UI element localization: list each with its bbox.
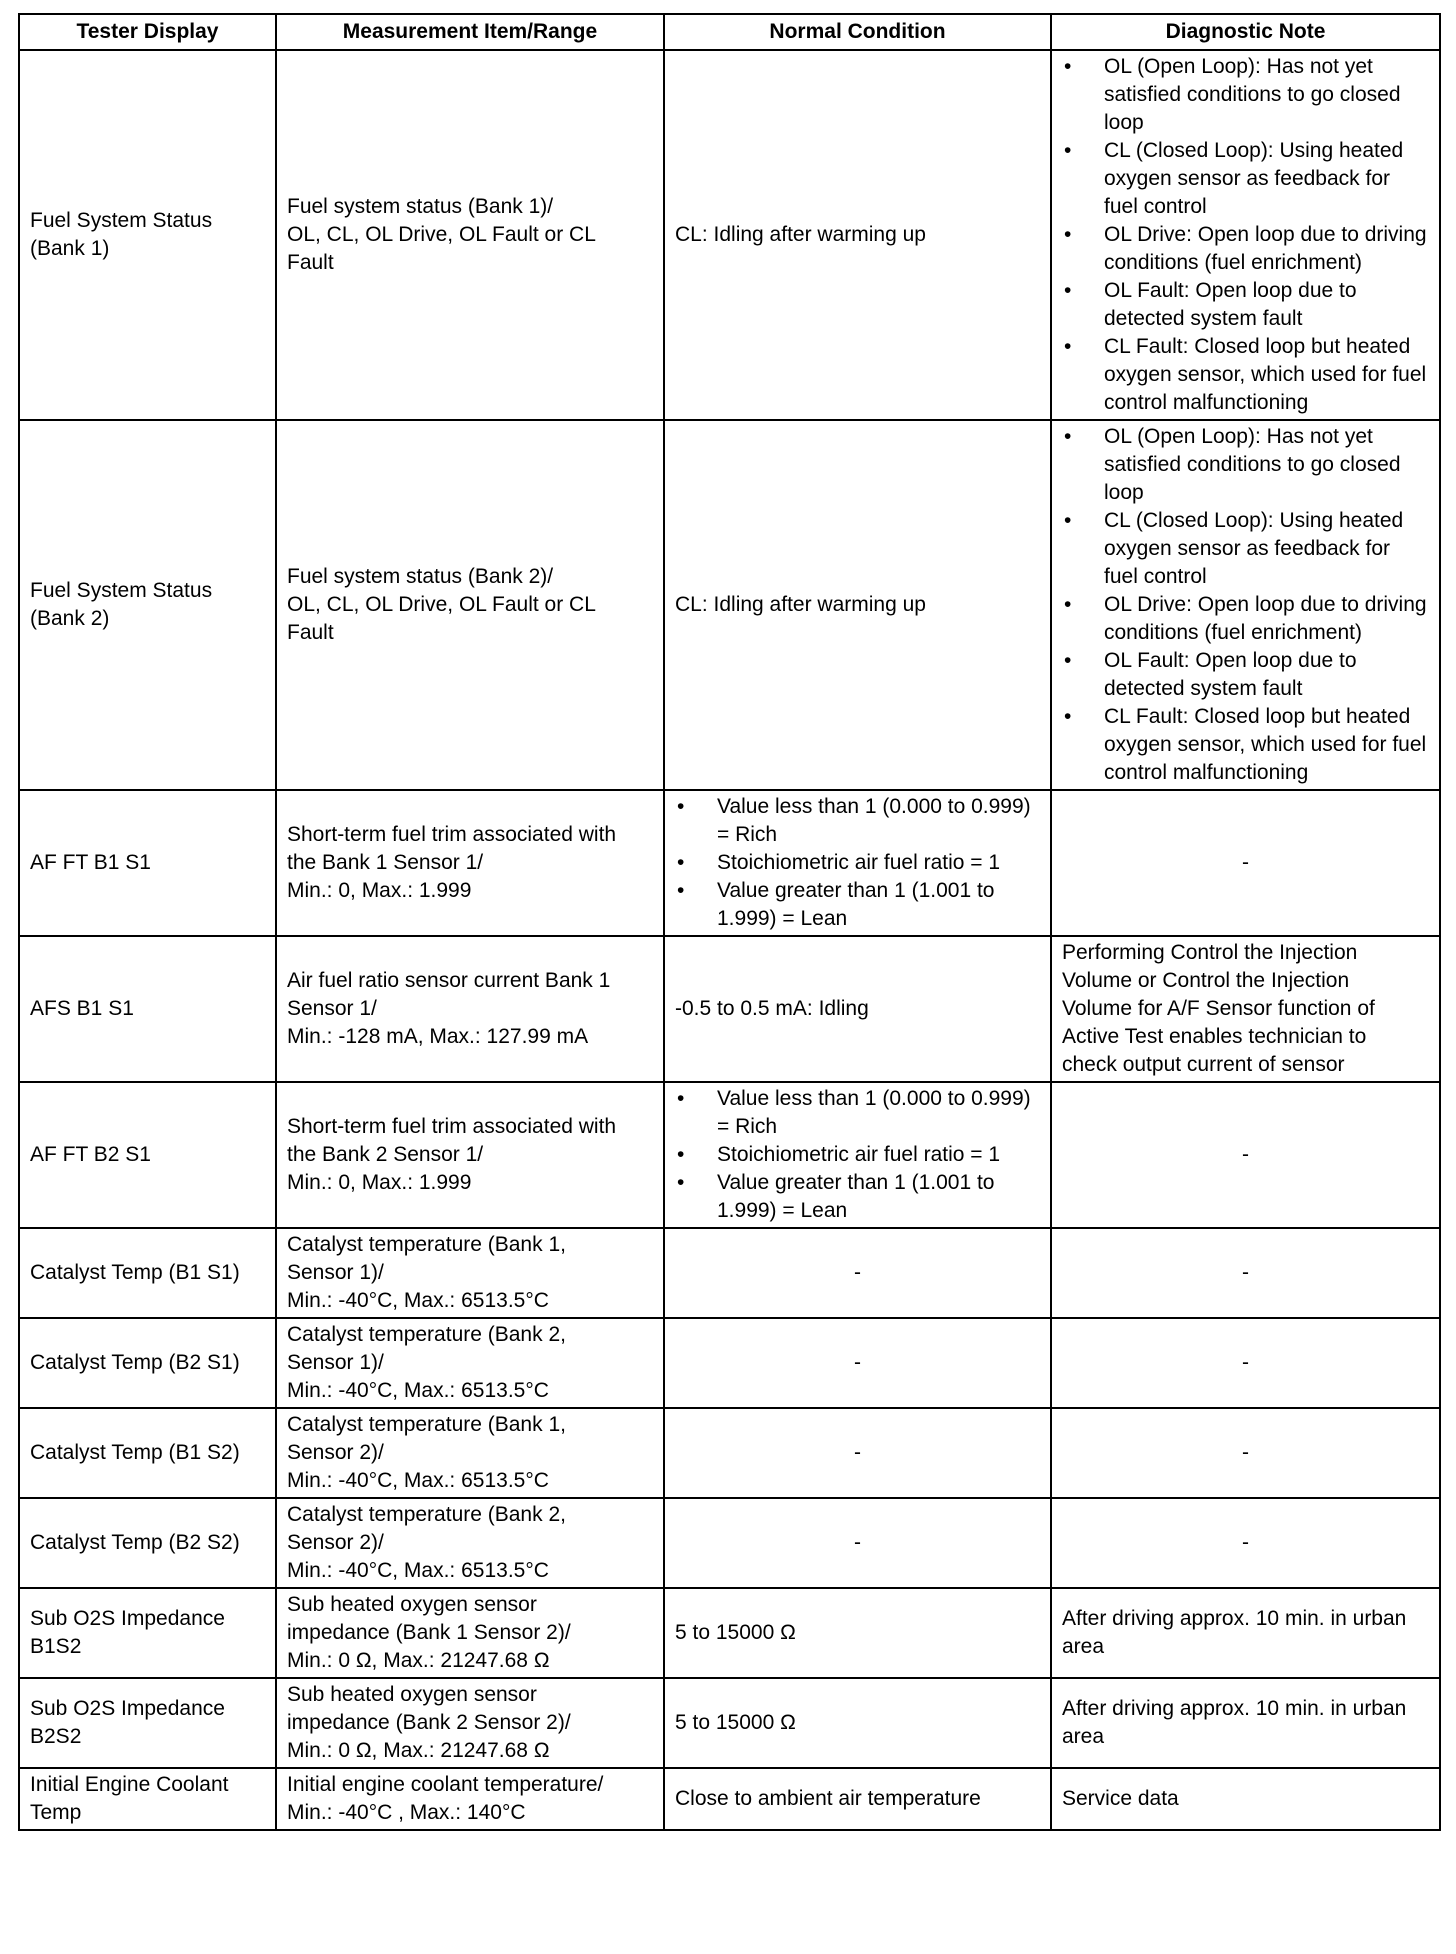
cell-normal-condition: CL: Idling after warming up <box>664 50 1051 420</box>
bullet-icon: • <box>1064 593 1072 616</box>
cell-measurement-item-line: OL, CL, OL Drive, OL Fault or CL <box>287 223 596 246</box>
header-normal-condition: Normal Condition <box>664 14 1051 50</box>
table-row <box>19 420 1440 790</box>
cell-tester-display <box>19 1588 276 1678</box>
bullet-icon: • <box>1064 705 1072 728</box>
cell-diagnostic-note-line: area <box>1062 1725 1105 1748</box>
list-item <box>675 877 1040 933</box>
cell-normal-condition: - <box>664 1318 1051 1408</box>
cell-diagnostic-note: - <box>1051 1228 1440 1318</box>
cell-tester-display-line: AF FT B2 S1 <box>30 1143 151 1166</box>
bullet-icon: • <box>1064 55 1072 78</box>
list-item-text: CL (Closed Loop): Using heated oxygen sensor as feedback for fuel control <box>1104 509 1404 588</box>
cell-tester-display-line: Sub O2S Impedance <box>30 1607 225 1630</box>
list-item-text: Stoichiometric air fuel ratio = 1 <box>717 851 1001 874</box>
cell-measurement-item-line: Catalyst temperature (Bank 2, <box>287 1503 566 1526</box>
list-item <box>1062 507 1429 591</box>
cell-measurement-item-line: Sensor 1)/ <box>287 1351 384 1374</box>
cell-diagnostic-note-line: Performing Control the Injection <box>1062 941 1358 964</box>
cell-measurement-item-line: Min.: -40°C, Max.: 6513.5°C <box>287 1379 549 1402</box>
cell-measurement-item-line: Air fuel ratio sensor current Bank 1 <box>287 969 611 992</box>
cell-measurement-item <box>276 50 664 420</box>
table-row <box>19 1228 1440 1318</box>
list-item-text: OL Drive: Open loop due to driving conditions (fuel enrichment) <box>1104 223 1427 274</box>
cell-measurement-item-line: the Bank 2 Sensor 1/ <box>287 1143 484 1166</box>
list-item <box>675 1141 1040 1169</box>
table-row <box>19 1498 1440 1588</box>
diagnostic-data-table <box>18 13 1441 1831</box>
cell-measurement-item-line: OL, CL, OL Drive, OL Fault or CL <box>287 593 596 616</box>
cell-tester-display <box>19 420 276 790</box>
cell-measurement-item-line: Sensor 1)/ <box>287 1261 384 1284</box>
cell-tester-display-line: Fuel System Status <box>30 209 213 232</box>
list-item-text: Value less than 1 (0.000 to 0.999) = Rich <box>717 795 1031 846</box>
cell-tester-display-line: Temp <box>30 1801 82 1824</box>
cell-tester-display-line: (Bank 2) <box>30 607 110 630</box>
cell-measurement-item-line: Catalyst temperature (Bank 1, <box>287 1233 566 1256</box>
cell-measurement-item-line: Fault <box>287 251 334 274</box>
header-tester-display: Tester Display <box>19 14 276 50</box>
list-item-text: Value greater than 1 (1.001 to 1.999) = Lean <box>717 1171 995 1222</box>
cell-diagnostic-note: - <box>1051 1082 1440 1228</box>
cell-tester-display-line: Catalyst Temp (B2 S1) <box>30 1351 240 1374</box>
cell-measurement-item-line: Min.: 0, Max.: 1.999 <box>287 1171 472 1194</box>
table-row <box>19 790 1440 936</box>
cell-tester-display <box>19 50 276 420</box>
list-item-text: Stoichiometric air fuel ratio = 1 <box>717 1143 1001 1166</box>
table-row <box>19 1588 1440 1678</box>
cell-normal-condition <box>664 1082 1051 1228</box>
list-item <box>675 849 1040 877</box>
cell-measurement-item-line: impedance (Bank 2 Sensor 2)/ <box>287 1711 571 1734</box>
cell-measurement-item-line: Sub heated oxygen sensor <box>287 1593 537 1616</box>
cell-diagnostic-note-line: Volume for A/F Sensor function of <box>1062 997 1375 1020</box>
cell-tester-display-line: AFS B1 S1 <box>30 997 134 1020</box>
list-item <box>1062 137 1429 221</box>
bullet-icon: • <box>1064 649 1072 672</box>
cell-measurement-item <box>276 1768 664 1830</box>
bullet-icon: • <box>1064 425 1072 448</box>
cell-measurement-item <box>276 1082 664 1228</box>
bullet-icon: • <box>677 851 685 874</box>
bullet-icon: • <box>1064 223 1072 246</box>
list-item-text: OL (Open Loop): Has not yet satisfied conditions to go closed loop <box>1104 425 1401 504</box>
cell-tester-display <box>19 1498 276 1588</box>
list-item-text: OL Drive: Open loop due to driving conditions (fuel enrichment) <box>1104 593 1427 644</box>
table-row <box>19 1768 1440 1830</box>
cell-measurement-item <box>276 1228 664 1318</box>
cell-measurement-item-line: Min.: -128 mA, Max.: 127.99 mA <box>287 1025 589 1048</box>
bullet-icon: • <box>677 1143 685 1166</box>
cell-tester-display-line: (Bank 1) <box>30 237 110 260</box>
cell-measurement-item-line: Min.: 0, Max.: 1.999 <box>287 879 472 902</box>
cell-measurement-item-line: Min.: -40°C, Max.: 6513.5°C <box>287 1469 549 1492</box>
cell-diagnostic-note-line: Volume or Control the Injection <box>1062 969 1350 992</box>
cell-measurement-item-line: Sensor 1/ <box>287 997 377 1020</box>
table-row <box>19 1408 1440 1498</box>
table-header-row <box>19 14 1440 50</box>
cell-normal-condition: 5 to 15000 Ω <box>664 1678 1051 1768</box>
list-item <box>1062 703 1429 787</box>
cell-tester-display <box>19 1678 276 1768</box>
cell-measurement-item-line: Fuel system status (Bank 2)/ <box>287 565 554 588</box>
cell-normal-condition: 5 to 15000 Ω <box>664 1588 1051 1678</box>
list-item <box>675 793 1040 849</box>
list-item <box>1062 277 1429 333</box>
bullet-list <box>675 1085 1040 1225</box>
bullet-icon: • <box>1064 279 1072 302</box>
cell-normal-condition: CL: Idling after warming up <box>664 420 1051 790</box>
list-item-text: Value greater than 1 (1.001 to 1.999) = Lean <box>717 879 995 930</box>
cell-normal-condition <box>664 790 1051 936</box>
cell-measurement-item-line: Catalyst temperature (Bank 2, <box>287 1323 566 1346</box>
list-item <box>1062 221 1429 277</box>
cell-measurement-item <box>276 790 664 936</box>
list-item <box>1062 53 1429 137</box>
bullet-list <box>675 793 1040 933</box>
cell-diagnostic-note <box>1051 1588 1440 1678</box>
cell-tester-display-line: Catalyst Temp (B1 S1) <box>30 1261 240 1284</box>
list-item <box>1062 333 1429 417</box>
table-row <box>19 50 1440 420</box>
cell-measurement-item-line: Min.: -40°C , Max.: 140°C <box>287 1801 526 1824</box>
bullet-list <box>1062 423 1429 787</box>
table-body <box>19 50 1440 1830</box>
cell-diagnostic-note: - <box>1051 790 1440 936</box>
list-item <box>675 1169 1040 1225</box>
table-row <box>19 1082 1440 1228</box>
cell-diagnostic-note <box>1051 936 1440 1082</box>
cell-normal-condition: - <box>664 1408 1051 1498</box>
cell-tester-display-line: B1S2 <box>30 1635 82 1658</box>
cell-measurement-item-line: Min.: 0 Ω, Max.: 21247.68 Ω <box>287 1739 550 1762</box>
cell-diagnostic-note-line: Active Test enables technician to <box>1062 1025 1367 1048</box>
list-item-text: CL Fault: Closed loop but heated oxygen sensor, which used for fuel control malfunctioning <box>1104 335 1427 414</box>
cell-tester-display-line: AF FT B1 S1 <box>30 851 151 874</box>
cell-tester-display <box>19 1768 276 1830</box>
cell-diagnostic-note-line: After driving approx. 10 min. in urban <box>1062 1607 1407 1630</box>
cell-normal-condition: -0.5 to 0.5 mA: Idling <box>664 936 1051 1082</box>
cell-diagnostic-note-line: area <box>1062 1635 1105 1658</box>
cell-normal-condition: - <box>664 1498 1051 1588</box>
bullet-icon: • <box>1064 139 1072 162</box>
cell-diagnostic-note-line: check output current of sensor <box>1062 1053 1345 1076</box>
table-row <box>19 936 1440 1082</box>
cell-measurement-item-line: Sensor 2)/ <box>287 1441 384 1464</box>
list-item <box>1062 647 1429 703</box>
cell-diagnostic-note: - <box>1051 1408 1440 1498</box>
cell-measurement-item-line: Fuel system status (Bank 1)/ <box>287 195 554 218</box>
cell-diagnostic-note: Service data <box>1051 1768 1440 1830</box>
list-item-text: OL Fault: Open loop due to detected system fault <box>1104 649 1357 700</box>
list-item-text: Value less than 1 (0.000 to 0.999) = Rich <box>717 1087 1031 1138</box>
list-item <box>1062 423 1429 507</box>
list-item <box>1062 591 1429 647</box>
cell-tester-display <box>19 1318 276 1408</box>
cell-tester-display-line: B2S2 <box>30 1725 82 1748</box>
cell-diagnostic-note <box>1051 50 1440 420</box>
cell-diagnostic-note: - <box>1051 1498 1440 1588</box>
cell-tester-display <box>19 1082 276 1228</box>
cell-measurement-item <box>276 1318 664 1408</box>
cell-measurement-item-line: Short-term fuel trim associated with <box>287 823 617 846</box>
cell-diagnostic-note <box>1051 420 1440 790</box>
cell-measurement-item-line: impedance (Bank 1 Sensor 2)/ <box>287 1621 571 1644</box>
cell-measurement-item-line: Min.: 0 Ω, Max.: 21247.68 Ω <box>287 1649 550 1672</box>
cell-tester-display <box>19 936 276 1082</box>
cell-measurement-item <box>276 1408 664 1498</box>
cell-normal-condition: Close to ambient air temperature <box>664 1768 1051 1830</box>
list-item-text: OL Fault: Open loop due to detected system fault <box>1104 279 1357 330</box>
cell-tester-display-line: Catalyst Temp (B1 S2) <box>30 1441 240 1464</box>
cell-normal-condition: - <box>664 1228 1051 1318</box>
cell-measurement-item <box>276 936 664 1082</box>
bullet-icon: • <box>1064 335 1072 358</box>
table-row <box>19 1678 1440 1768</box>
cell-measurement-item-line: Initial engine coolant temperature/ <box>287 1773 604 1796</box>
cell-measurement-item-line: Catalyst temperature (Bank 1, <box>287 1413 566 1436</box>
cell-measurement-item-line: Min.: -40°C, Max.: 6513.5°C <box>287 1289 549 1312</box>
cell-measurement-item <box>276 1678 664 1768</box>
cell-tester-display <box>19 1228 276 1318</box>
bullet-icon: • <box>677 1171 685 1194</box>
bullet-icon: • <box>677 1087 685 1110</box>
header-measurement-item: Measurement Item/Range <box>276 14 664 50</box>
cell-measurement-item-line: the Bank 1 Sensor 1/ <box>287 851 484 874</box>
cell-measurement-item-line: Sub heated oxygen sensor <box>287 1683 537 1706</box>
cell-measurement-item <box>276 1588 664 1678</box>
table-row <box>19 1318 1440 1408</box>
cell-diagnostic-note: - <box>1051 1318 1440 1408</box>
header-diagnostic-note: Diagnostic Note <box>1051 14 1440 50</box>
cell-tester-display-line: Fuel System Status <box>30 579 213 602</box>
bullet-list <box>1062 53 1429 417</box>
list-item-text: CL Fault: Closed loop but heated oxygen sensor, which used for fuel control malfunctioning <box>1104 705 1427 784</box>
bullet-icon: • <box>677 879 685 902</box>
cell-tester-display-line: Initial Engine Coolant <box>30 1773 229 1796</box>
bullet-icon: • <box>1064 509 1072 532</box>
cell-measurement-item <box>276 1498 664 1588</box>
cell-diagnostic-note-line: After driving approx. 10 min. in urban <box>1062 1697 1407 1720</box>
cell-tester-display-line: Sub O2S Impedance <box>30 1697 225 1720</box>
list-item <box>675 1085 1040 1141</box>
cell-measurement-item-line: Short-term fuel trim associated with <box>287 1115 617 1138</box>
cell-tester-display-line: Catalyst Temp (B2 S2) <box>30 1531 240 1554</box>
list-item-text: CL (Closed Loop): Using heated oxygen sensor as feedback for fuel control <box>1104 139 1404 218</box>
cell-measurement-item-line: Min.: -40°C, Max.: 6513.5°C <box>287 1559 549 1582</box>
list-item-text: OL (Open Loop): Has not yet satisfied conditions to go closed loop <box>1104 55 1401 134</box>
cell-measurement-item <box>276 420 664 790</box>
cell-tester-display <box>19 790 276 936</box>
cell-diagnostic-note <box>1051 1678 1440 1768</box>
cell-measurement-item-line: Sensor 2)/ <box>287 1531 384 1554</box>
cell-tester-display <box>19 1408 276 1498</box>
cell-measurement-item-line: Fault <box>287 621 334 644</box>
bullet-icon: • <box>677 795 685 818</box>
